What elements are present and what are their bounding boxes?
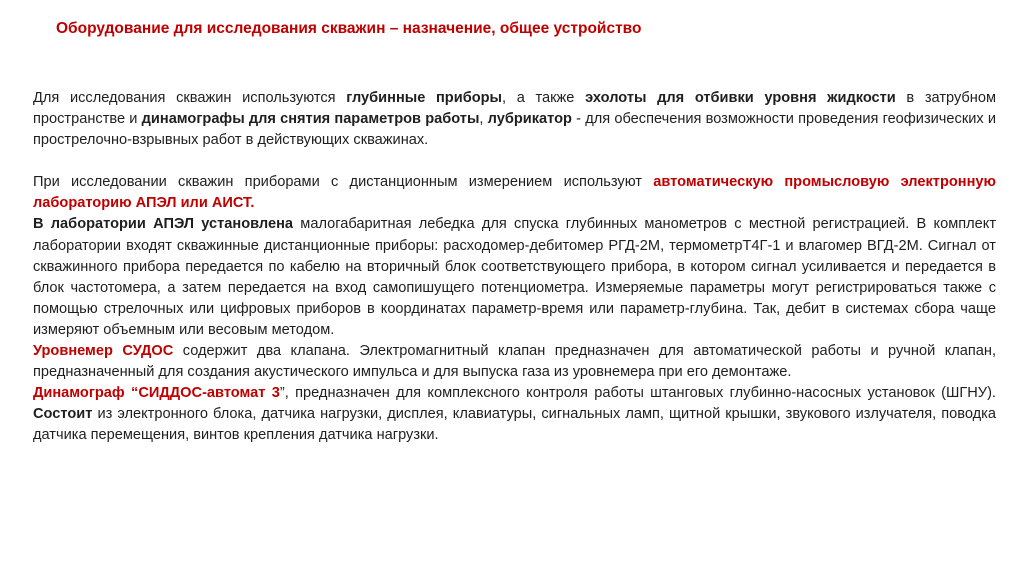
slide-body bbox=[33, 88, 996, 447]
paragraph-remote-measurement bbox=[33, 172, 996, 214]
text-run: , bbox=[479, 111, 488, 128]
term-apel-aist: автоматическую промысловую электронную лабораторию АПЭЛ или АИСТ. bbox=[33, 174, 996, 212]
term-echo-sounders: эхолоты для отбивки уровня жидкости bbox=[585, 90, 896, 106]
text-run: содержит два клапана. Электромагнитный клапан предназначен для автоматической работы и ручной клапан, предназначенный для создания акустического импульса и для выпуска газа из уровнемера при его демонтаже. bbox=[33, 343, 997, 381]
text-run: малогабаритная лебедка для спуска глубинных манометров с местной регистрацией. В комплект лаборатории входят скважинные дистанционные приборы: расходомер-дебитомер РГД-2М, термометрТ4Г-1 и влагомер ВГД-2М. Сигнал от скважинного прибора передается по кабелю на вторичный блок соответствующего прибора, в котором сигнал усиливается и передается в блок частотомера, а затем передается на вход самопишущего потенциометра. Измеряемые параметры могут регистрироваться также с помощью стрелочных или цифровых приборов в координатах параметр-время или параметр-глубина. Так, дебит в системах сбора чаще измеряют объемным или весовым методом. bbox=[33, 216, 996, 338]
text-run: При исследовании скважин приборами с дистанционным измерением используют bbox=[33, 174, 654, 191]
term-siddos: Динамограф “СИДДОС-автомат 3 bbox=[33, 385, 280, 402]
text-run: ”, предназначен для комплексного контроля работы штанговых глубинно-насосных установок (ШГНУ). bbox=[279, 385, 996, 402]
text-run: из электронного блока, датчика нагрузки, дисплея, клавиатуры, сигнальных ламп, щитной крышки, звукового излучателя, поводка датчика перемещения, винтов крепления датчика нагрузки. bbox=[33, 406, 996, 444]
slide-title: Оборудование для исследования скважин – назначение, общее устройство bbox=[56, 20, 642, 37]
paragraph-sudos bbox=[33, 341, 996, 383]
text-run: , а также bbox=[502, 90, 586, 106]
paragraph-siddos bbox=[33, 383, 996, 446]
term-dynamographs: динамографы для снятия параметров работы bbox=[141, 111, 480, 128]
paragraph-instruments bbox=[33, 88, 996, 151]
term-deep-instruments: глубинные приборы bbox=[346, 90, 503, 106]
term-apel-installed: В лаборатории АПЭЛ установлена bbox=[33, 216, 294, 233]
term-consists: Состоит bbox=[33, 406, 93, 423]
term-sudos: Уровнемер СУДОС bbox=[33, 343, 174, 360]
paragraph-apel-lab bbox=[33, 214, 996, 341]
term-lubricator: лубрикатор bbox=[487, 111, 572, 128]
text-run: - для обеспечения возможности проведения геофизических и прострелочно-взрывных работ в действующих скважинах. bbox=[33, 111, 996, 149]
text-run: Для исследования скважин используются bbox=[33, 90, 347, 106]
text-run: в затрубном пространстве и bbox=[33, 90, 996, 128]
